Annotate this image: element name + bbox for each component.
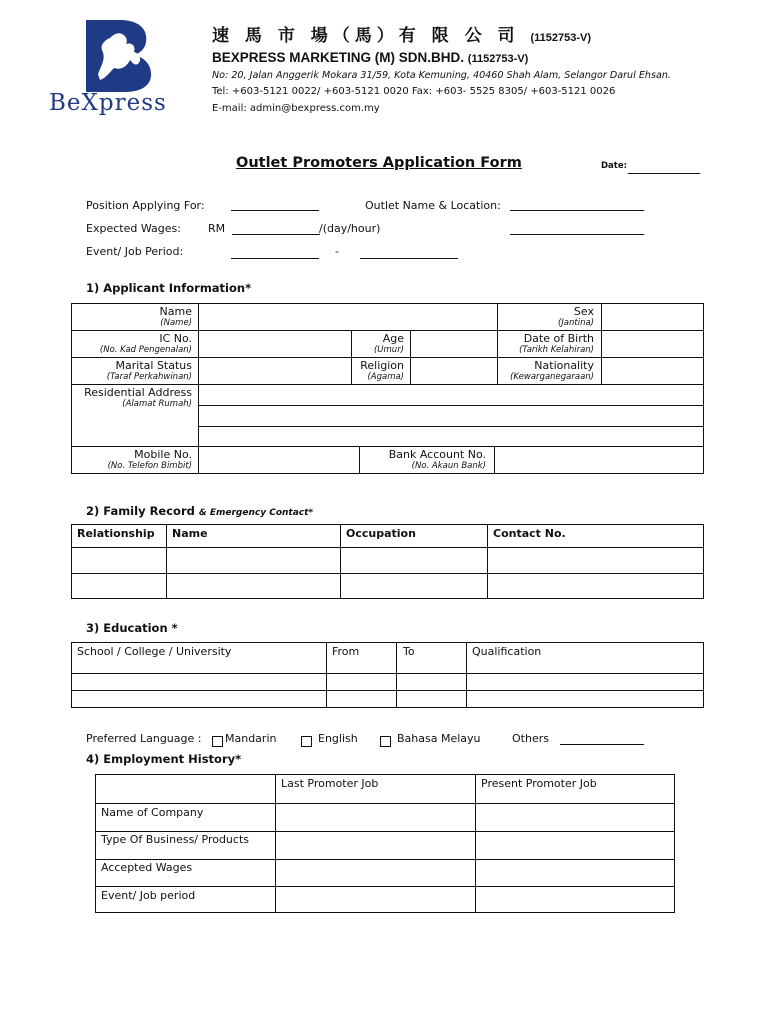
position-label: Position Applying For:: [86, 199, 205, 212]
employment-header-present: Present Promoter Job: [481, 777, 597, 790]
age-label: Age (Umur): [373, 332, 404, 355]
malay-checkbox[interactable]: [380, 736, 391, 747]
outlet-label: Outlet Name & Location:: [365, 199, 501, 212]
family-header-contact: Contact No.: [493, 527, 566, 540]
company-phone: Tel: +603-5121 0022/ +603-5121 0020 Fax: +603- 5525 8305/ +603-5121 0026: [212, 86, 616, 97]
outlet-field[interactable]: [510, 210, 644, 211]
family-section-title: 2) Family Record & Emergency Contact*: [86, 504, 314, 518]
mandarin-checkbox[interactable]: [212, 736, 223, 747]
english-label: English: [318, 732, 358, 745]
address-label: Residential Address (Alamat Rumah): [84, 386, 192, 409]
company-chinese-name: 速 馬 市 場（馬）有 限 公 司 (1152753-V): [212, 26, 591, 46]
period-end-field[interactable]: [360, 258, 458, 259]
form-title: Outlet Promoters Application Form: [236, 155, 522, 171]
date-label: Date:: [601, 161, 628, 171]
company-address: No: 20, Jalan Anggerik Mokara 31/59, Kota Kemuning, 40460 Shah Alam, Selangor Darul Ehsan.: [212, 70, 671, 81]
employment-row-company: Name of Company: [101, 806, 204, 819]
period-start-field[interactable]: [231, 258, 319, 259]
family-header-name: Name: [172, 527, 208, 540]
employment-row-business: Type Of Business/ Products: [101, 833, 249, 846]
applicant-section-title: 1) Applicant Information*: [86, 281, 252, 295]
family-header-occupation: Occupation: [346, 527, 416, 540]
education-header-qualification: Qualification: [472, 645, 542, 658]
english-checkbox[interactable]: [301, 736, 312, 747]
outlet-field-2[interactable]: [510, 234, 644, 235]
period-label: Event/ Job Period:: [86, 245, 184, 258]
education-section-title: 3) Education *: [86, 621, 178, 635]
mobile-label: Mobile No. (No. Telefon Bimbit): [107, 448, 192, 471]
employment-row-period: Event/ Job period: [101, 889, 196, 902]
wages-label: Expected Wages:: [86, 222, 181, 235]
marital-label: Marital Status (Taraf Perkahwinan): [106, 359, 192, 382]
education-header-from: From: [332, 645, 360, 658]
language-label: Preferred Language :: [86, 732, 202, 745]
company-logo-icon: [80, 16, 156, 92]
employment-header-last: Last Promoter Job: [281, 777, 379, 790]
ic-label: IC No. (No. Kad Pengenalan): [99, 332, 192, 355]
employment-row-wages: Accepted Wages: [101, 861, 193, 874]
mandarin-label: Mandarin: [225, 732, 277, 745]
name-label: Name (Name): [159, 305, 192, 328]
education-header-school: School / College / University: [77, 645, 232, 658]
position-field[interactable]: [231, 210, 319, 211]
family-header-relationship: Relationship: [77, 527, 155, 540]
nationality-label: Nationality (Kewarganegaraan): [510, 359, 594, 382]
rm-label: RM: [208, 222, 226, 235]
others-field[interactable]: [560, 744, 644, 745]
religion-label: Religion (Agama): [360, 359, 404, 382]
period-dash: -: [335, 245, 339, 258]
employment-section-title: 4) Employment History*: [86, 752, 242, 766]
wages-field[interactable]: [232, 234, 320, 235]
others-label: Others: [512, 732, 549, 745]
company-logo-text: BeXpress: [49, 90, 167, 116]
sex-label: Sex (Jantina): [557, 305, 594, 328]
company-english-name: BEXPRESS MARKETING (M) SDN.BHD. (1152753-V): [212, 50, 529, 65]
per-day-hour-label: /(day/hour): [319, 222, 381, 235]
malay-label: Bahasa Melayu: [397, 732, 481, 745]
date-field[interactable]: [628, 173, 700, 174]
education-header-to: To: [403, 645, 415, 658]
company-email: E-mail: admin@bexpress.com.my: [212, 103, 380, 114]
bank-label: Bank Account No. (No. Akaun Bank): [388, 448, 486, 471]
dob-label: Date of Birth (Tarikh Kelahiran): [519, 332, 594, 355]
